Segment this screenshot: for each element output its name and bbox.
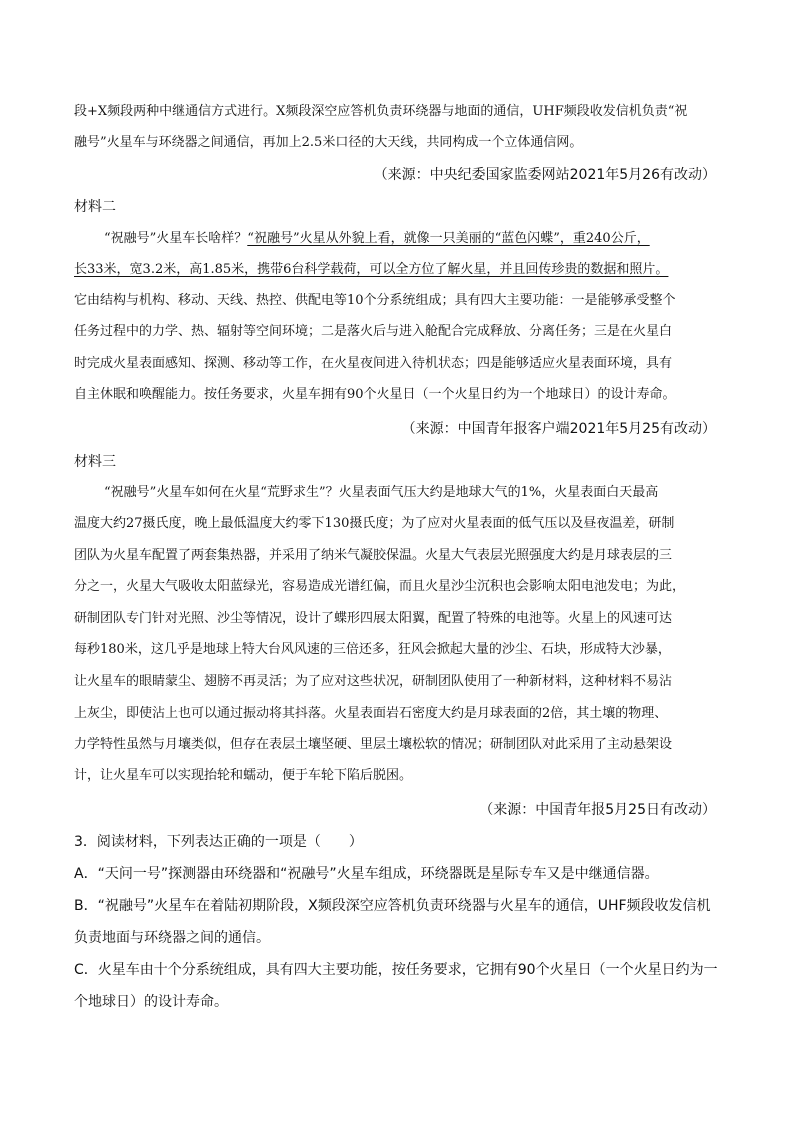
option-c: C．火星车由十个分系统组成，具有四大主要功能，按任务要求，它拥有90个火星日（一个火星日约为一 — [74, 962, 718, 978]
question-stem: 3．阅读材料，下列表达正确的一项是（ ） — [74, 834, 363, 850]
material3-line: 计，让火星车可以实现抬轮和蠕动，便于车轮下陷后脱困。 — [74, 768, 413, 783]
material2-line: 时完成火星表面感知、探测、移动等工作，在火星夜间进入待机状态；四是能够适应火星表面环境，具有 — [74, 356, 673, 371]
material2-question: “祝融号”火星车长啥样？ — [104, 231, 248, 246]
material2-source: （来源：中国青年报客户端2021年5月25有改动） — [401, 421, 716, 437]
material2-line-1 — [104, 230, 650, 248]
material2-line: 任务过程中的力学、热、辐射等空间环境；二是落火后与进入舱配合完成释放、分离任务；三是在火星白 — [74, 324, 673, 339]
material3-line: 让火星车的眼睛蒙尘、翅膀不再灵活；为了应对这些状况，研制团队使用了一种新材料，这种材料不易沾 — [74, 674, 673, 689]
material3-line: 团队为火星车配置了两套集热器，并采用了纳米气凝胶保温。火星大气表层光照强度大约是月球表层的三 — [74, 548, 673, 563]
material3-line: “祝融号”火星车如何在火星“荒野求生”？火星表面气压大约是地球大气的1%，火星表面白天最高 — [104, 485, 659, 500]
material2-heading: 材料二 — [74, 199, 116, 215]
material3-line: 上灰尘，即使沾上也可以通过振动将其抖落。火星表面岩石密度大约是月球表面的2倍，其土壤的物理、 — [74, 706, 668, 721]
material3-heading: 材料三 — [74, 454, 116, 470]
material3-line: 分之一，火星大气吸收太阳蓝绿光，容易造成光谱红偏，而且火星沙尘沉积也会影响太阳电池发电；为此， — [74, 579, 686, 594]
material3-line: 力学特性虽然与月壤类似，但存在表层土壤坚硬、里层土壤松软的情况；研制团队对此采用了主动悬架设 — [74, 737, 673, 752]
material3-line: 每秒180米，这几乎是地球上特大台风风速的三倍还多，狂风会掀起大量的沙尘、石块，形成特大沙暴， — [74, 642, 671, 657]
material1-line: 融号”火星车与环绕器之间通信，再加上2.5米口径的大天线，共同构成一个立体通信网。 — [74, 135, 583, 150]
material3-line: 研制团队专门针对光照、沙尘等情况，设计了蝶形四展太阳翼，配置了特殊的电池等。火星上的风速可达 — [74, 611, 673, 626]
material1-line: 段+X频段两种中继通信方式进行。X频段深空应答机负责环绕器与地面的通信，UHF频段收发信机负责“祝 — [74, 104, 688, 119]
option-a: A．“天问一号”探测器由环绕器和“祝融号”火星车组成，环绕器既是星际专车又是中继通信器。 — [74, 866, 659, 882]
option-b-continued: 负责地面与环绕器之间的通信。 — [74, 930, 270, 946]
option-b: B．“祝融号”火星车在着陆初期阶段，X频段深空应答机负责环绕器与火星车的通信，UHF频段收发信机 — [74, 898, 711, 914]
material2-underlined-line: 长33米，宽3.2米，高1.85米，携带6台科学载荷，可以全方位了解火星，并且回传珍贵的数据和照片。 — [74, 262, 669, 277]
option-c-continued: 个地球日）的设计寿命。 — [74, 994, 228, 1010]
material2-line: 它由结构与机构、移动、天线、热控、供配电等10个分系统组成；具有四大主要功能：一是能够承受整个 — [74, 293, 676, 308]
material1-source: （来源：中央纪委国家监委网站2021年5月26有改动） — [373, 167, 716, 183]
material2-line: 自主休眠和唤醒能力。按任务要求，火星车拥有90个火星日（一个火星日约为一个地球日）的设计寿命。 — [74, 387, 676, 402]
material3-line: 温度大约27摄氏度，晚上最低温度大约零下130摄氏度；为了应对火星表面的低气压以及昼夜温差，研制 — [74, 516, 675, 531]
material3-source: （来源：中国青年报5月25日有改动） — [479, 802, 716, 818]
material2-underlined-text: “祝融号”火星从外貌上看，就像一只美丽的“蓝色闪蝶”，重240公斤， — [247, 231, 650, 246]
